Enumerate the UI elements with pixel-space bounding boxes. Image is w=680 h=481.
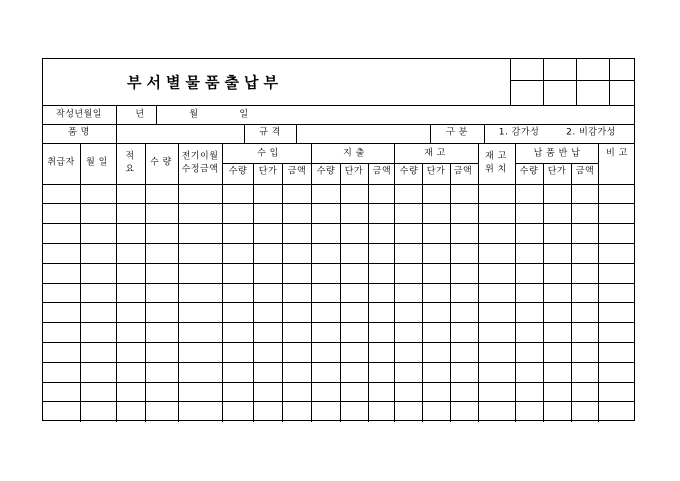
grid-line [422,163,423,422]
grid-line [510,58,511,106]
sub-issue-qty: 수량 [316,166,336,177]
grid-line [42,283,635,284]
grid-line [42,362,635,363]
sub-issue-amount: 금액 [372,166,392,177]
grid-line [222,143,223,422]
col-prev-1: 전기이월 [181,151,219,162]
grid-line [484,124,485,144]
grid-line [515,163,599,164]
grid-line [244,124,245,144]
col-monthday: 월 일 [86,157,108,168]
col-remark: 비 고 [606,148,628,159]
grid-line [222,163,479,164]
grid-line [42,401,635,402]
sub-receipt-price: 단가 [258,166,278,177]
grid-line [42,302,635,303]
grid-line [42,342,635,343]
grid-line [253,163,254,422]
grid-line [340,163,341,422]
category-option-1: 1. 감가성 [498,127,540,138]
spec-label: 규 격 [259,127,281,138]
grid-line [145,143,146,422]
col-return: 납 품 반 납 [533,148,581,159]
grid-line [311,143,312,422]
col-stock: 재 고 [424,148,446,159]
col-prev-2: 수정금액 [181,164,219,175]
sub-return-qty: 수량 [519,166,539,177]
grid-line [430,124,431,144]
sub-return-price: 단가 [547,166,567,177]
grid-line [42,322,635,323]
date-label: 작성년월일 [56,109,102,120]
grid-line [478,143,479,422]
grid-line [116,105,117,125]
grid-line [543,163,544,422]
grid-line [571,163,572,422]
sub-stock-price: 단가 [426,166,446,177]
col-issue: 지 출 [343,148,365,159]
grid-line [394,143,395,422]
col-quantity: 수 량 [150,157,172,168]
grid-line [609,58,610,106]
col-receipt: 수 입 [257,148,279,159]
grid-line [598,143,599,422]
sub-issue-price: 단가 [344,166,364,177]
grid-line [42,105,635,106]
grid-line [515,143,516,422]
sub-receipt-qty: 수량 [228,166,248,177]
col-summary-1: 적 [125,151,135,162]
grid-line [80,143,81,422]
grid-line [282,163,283,422]
grid-line [576,58,577,106]
sub-stock-qty: 수량 [399,166,419,177]
col-stock-loc-2: 위 치 [485,164,507,175]
grid-line [42,143,635,144]
grid-line [368,163,369,422]
ledger-form [42,58,635,421]
category-option-2: 2. 비감가성 [566,127,616,138]
month-label: 월 [189,109,199,120]
col-stock-loc-1: 재 고 [485,151,507,162]
item-name-label: 품 명 [68,127,90,138]
category-label: 구 분 [446,127,468,138]
col-summary-2: 요 [125,164,135,175]
grid-line [178,143,179,422]
sub-return-amount: 금액 [575,166,595,177]
grid-line [42,124,635,125]
year-label: 년 [135,109,145,120]
grid-line [510,80,635,81]
grid-line [156,105,157,125]
grid-line [296,124,297,144]
grid-line [116,143,117,422]
col-handler: 취급자 [47,157,75,168]
sub-receipt-amount: 금액 [287,166,307,177]
grid-line [42,184,635,185]
grid-line [42,382,635,383]
grid-line [42,263,635,264]
day-label: 일 [239,109,249,120]
grid-line [116,124,117,144]
grid-line [42,203,635,204]
grid-line [42,223,635,224]
form-title: 부서별물품출납부 [127,73,283,92]
grid-line [450,163,451,422]
grid-line [42,243,635,244]
grid-line [543,58,544,106]
sub-stock-amount: 금액 [453,166,473,177]
